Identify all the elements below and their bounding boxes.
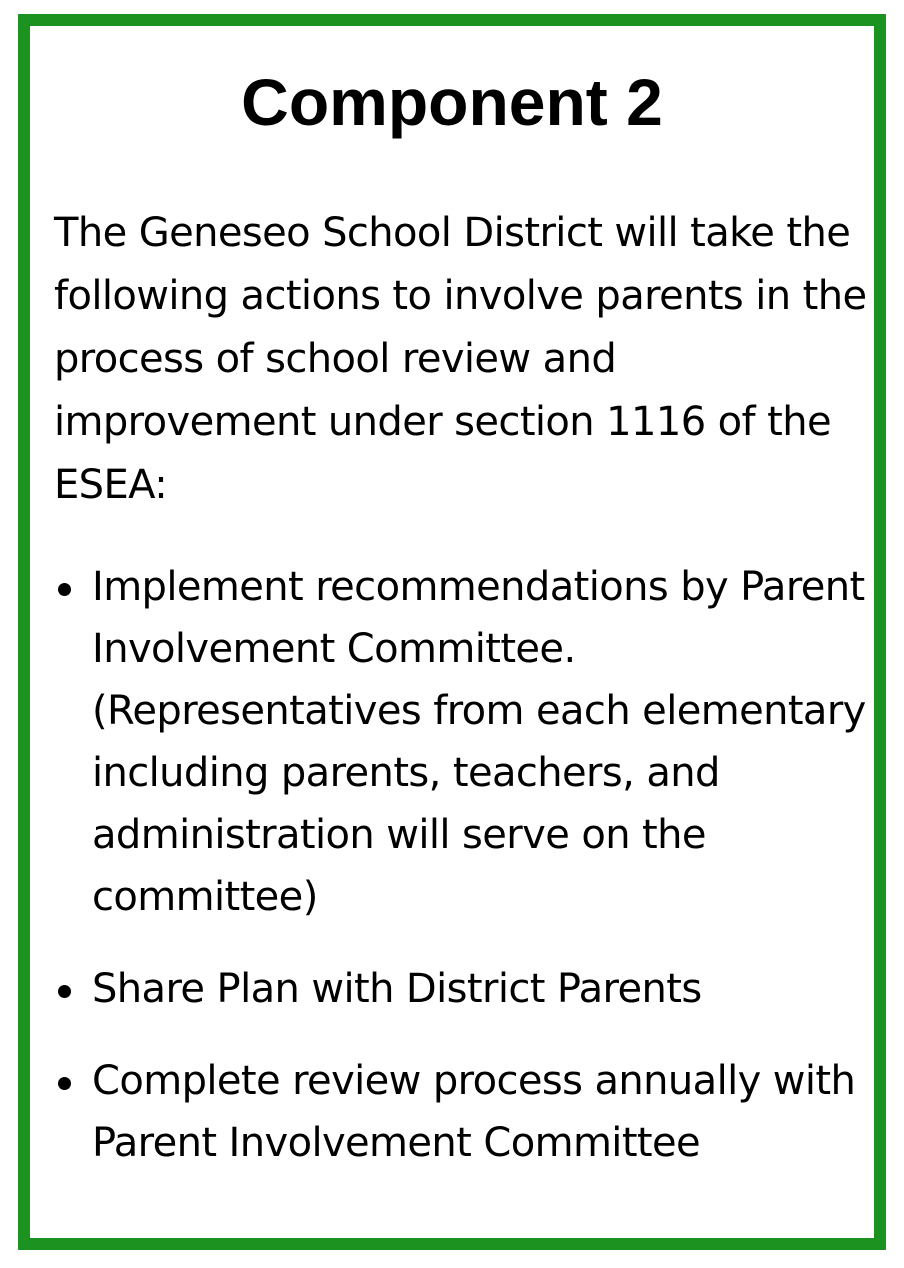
intro-paragraph: The Geneseo School District will take the following actions to involve parents in the process of school review and improvement under section 1116 of the ESEA: [54,210,867,508]
bullet-icon [58,1077,71,1090]
list-item-text: Share Plan with District Parents [92,966,702,1012]
bullet-icon [58,985,71,998]
list-item-text: Complete review process annually with Parent Involvement Committee [92,1058,856,1166]
component-card [18,14,886,1250]
list-item [54,958,874,1020]
page-title: Component 2 [241,65,663,139]
list-item [54,1050,874,1174]
list-item [54,556,874,928]
list-item-text: Implement recommendations by Parent Involvement Committee. (Representatives from each elementary including parents, teachers, and administration will serve on the committee) [92,564,866,920]
action-list [54,556,874,1204]
bullet-icon [58,583,71,596]
